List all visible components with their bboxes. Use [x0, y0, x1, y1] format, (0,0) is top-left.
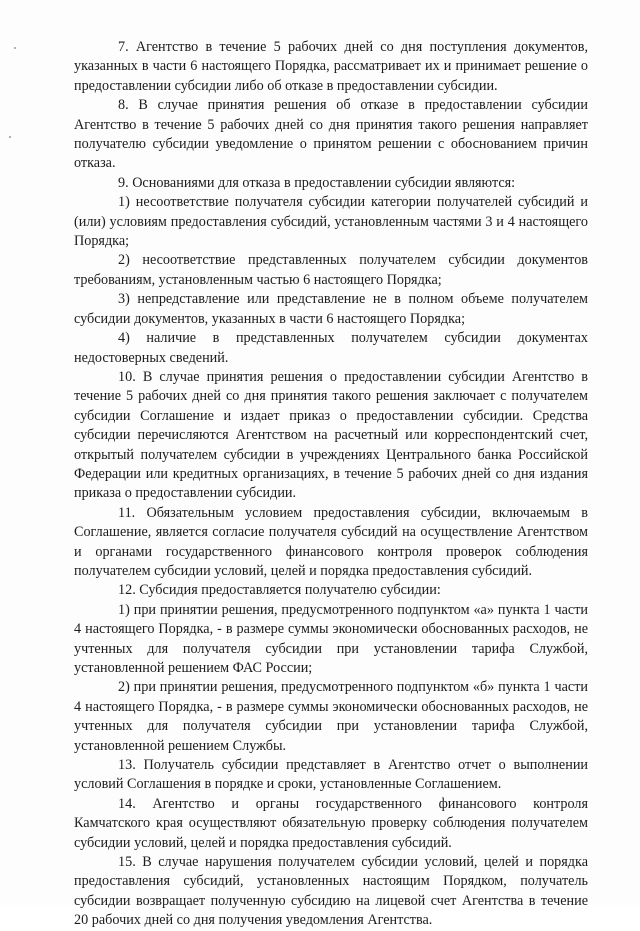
- paragraph-13: 13. Получатель субсидии представляет в Агентство отчет о выполнении условий Соглашения в порядке и сроки, установленные Соглашением.: [74, 757, 588, 793]
- paragraph-12: 12. Субсидия предоставляется получателю субсидии:: [118, 582, 441, 599]
- paragraph-14: 14. Агентство и органы государственного финансового контроля Камчатского края осуществляют обязательную проверку соблюдения получателем субсидии условий, целей и порядка предоставления субсидий.: [74, 795, 588, 851]
- document-body: [74, 38, 588, 931]
- paragraph-12-item-2: 2) при принятии решения, предусмотренного подпунктом «б» пункта 1 части 4 настоящего Порядка, - в размере суммы экономически обоснованных расходов, не учтенных для получателя субсидии при установлении тарифа Службой, установленной решением Службы.: [74, 679, 588, 754]
- paragraph-10: 10. В случае принятия решения о предоставлении субсидии Агентство в течение 5 рабочих дней со дня принятия такого решения заключает с получателем субсидии Соглашение и издает приказ о предоставлении субсидии. Средства субсидии перечисляются Агентством на расчетный или корреспондентский счет, открытый получателем субсидии в учреждениях Центрального банка Российской Федерации или кредитных организациях, в течение 5 рабочих дней со дня издания приказа о предоставлении субсидии.: [74, 368, 588, 502]
- paragraph-8: 8. В случае принятия решения об отказе в предоставлении субсидии Агентство в течение 5 рабочих дней со дня принятия такого решения направляет получателю субсидии уведомление о принятом решении с обоснованием причин отказа.: [74, 97, 588, 172]
- paragraph-9: 9. Основаниями для отказа в предоставлении субсидии являются:: [118, 174, 516, 191]
- paragraph-7: 7. Агентство в течение 5 рабочих дней со дня поступления документов, указанных в части 6 настоящего Порядка, рассматривает их и принимает решение о предоставлении субсидии либо об отказе в предоставлении субсидии.: [74, 39, 588, 94]
- paragraph-9-item-4: 4) наличие в представленных получателем субсидии документах недостоверных сведений.: [74, 330, 588, 366]
- scan-speck: [14, 47, 16, 49]
- scan-speck: [9, 136, 11, 138]
- paragraph-9-item-2: 2) несоответствие представленных получателем субсидии документов требованиям, установленным частью 6 настоящего Порядка;: [74, 252, 588, 288]
- paragraph-9-item-3: 3) непредставление или представление не в полном объеме получателем субсидии документов, указанных в части 6 настоящего Порядка;: [74, 291, 588, 327]
- paragraph-11: 11. Обязательным условием предоставления субсидии, включаемым в Соглашение, является согласие получателя субсидий на осуществление Агентством и органами государственного финансового контроля проверок соблюдения получателем субсидии условий, целей и порядка предоставления субсидий.: [74, 504, 588, 579]
- paragraph-12-item-1: 1) при принятии решения, предусмотренного подпунктом «а» пункта 1 части 4 настоящего Порядка, - в размере суммы экономически обоснованных расходов, не учтенных для получателя субсидии при установлении тарифа Службой, установленной решением ФАС России;: [74, 601, 588, 676]
- paragraph-15: 15. В случае нарушения получателем субсидии условий, целей и порядка предоставления субсидий, установленных настоящим Порядком, получатель субсидии возвращает полученную субсидию на лицевой счет Агентства в течение 20 рабочих дней со дня получения уведомления Агентства.: [74, 854, 588, 929]
- paragraph-9-item-1: 1) несоответствие получателя субсидии категории получателей субсидий и (или) условиям предоставления субсидий, установленным частями 3 и 4 настоящего Порядка;: [74, 194, 588, 250]
